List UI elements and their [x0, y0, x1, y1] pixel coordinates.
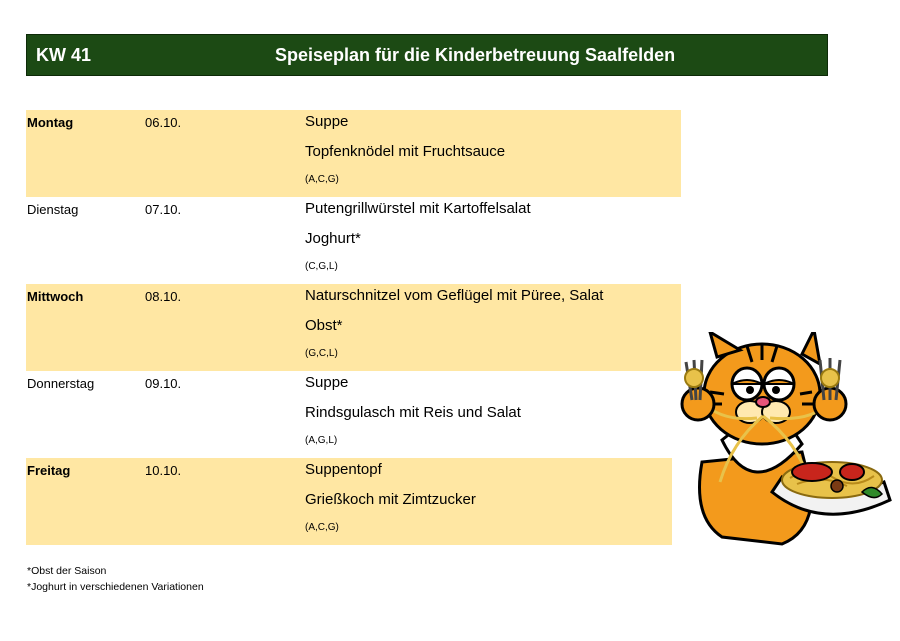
day-row-dienstag	[26, 197, 681, 284]
meal-line-2: Rindsgulasch mit Reis und Salat	[305, 404, 521, 421]
allergen-codes: (A,C,G)	[305, 174, 339, 185]
day-row-freitag	[26, 458, 672, 545]
cartoon-cat-spaghetti-icon	[662, 332, 892, 548]
day-row-donnerstag	[26, 371, 681, 458]
footnote-joghurt: *Joghurt in verschiedenen Variationen	[27, 581, 204, 593]
footnote-obst: *Obst der Saison	[27, 565, 107, 577]
day-date: 06.10.	[145, 115, 182, 130]
allergen-codes: (G,C,L)	[305, 348, 338, 359]
day-row-mittwoch	[26, 284, 681, 371]
allergen-codes: (C,G,L)	[305, 261, 338, 272]
meal-line-1: Suppentopf	[305, 461, 382, 478]
meal-line-1: Suppe	[305, 113, 349, 130]
allergen-codes: (A,G,L)	[305, 435, 338, 446]
day-name: Freitag	[27, 463, 71, 478]
day-date: 10.10.	[145, 463, 182, 478]
meal-line-1: Suppe	[305, 374, 349, 391]
meal-line-2: Grießkoch mit Zimtzucker	[305, 491, 476, 508]
allergen-codes: (A,C,G)	[305, 522, 339, 533]
day-date: 07.10.	[145, 202, 182, 217]
day-date: 09.10.	[145, 376, 182, 391]
meal-line-1: Putengrillwürstel mit Kartoffelsalat	[305, 200, 531, 217]
day-name: Donnerstag	[27, 376, 95, 391]
day-name: Montag	[27, 115, 74, 130]
day-name: Mittwoch	[27, 289, 84, 304]
header-bar	[26, 34, 828, 76]
meal-line-2: Joghurt*	[305, 230, 361, 247]
meal-line-2: Obst*	[305, 317, 343, 334]
menu-table	[26, 110, 682, 545]
meal-line-1: Naturschnitzel vom Geflügel mit Püree, Salat	[305, 287, 604, 304]
day-name: Dienstag	[27, 202, 79, 217]
week-number: KW 41	[36, 45, 92, 65]
day-row-montag	[26, 110, 681, 197]
day-date: 08.10.	[145, 289, 182, 304]
meal-line-2: Topfenknödel mit Fruchtsauce	[305, 143, 506, 160]
page-title: Speiseplan für die Kinderbetreuung Saalfelden	[275, 45, 676, 65]
footnotes	[27, 563, 204, 595]
